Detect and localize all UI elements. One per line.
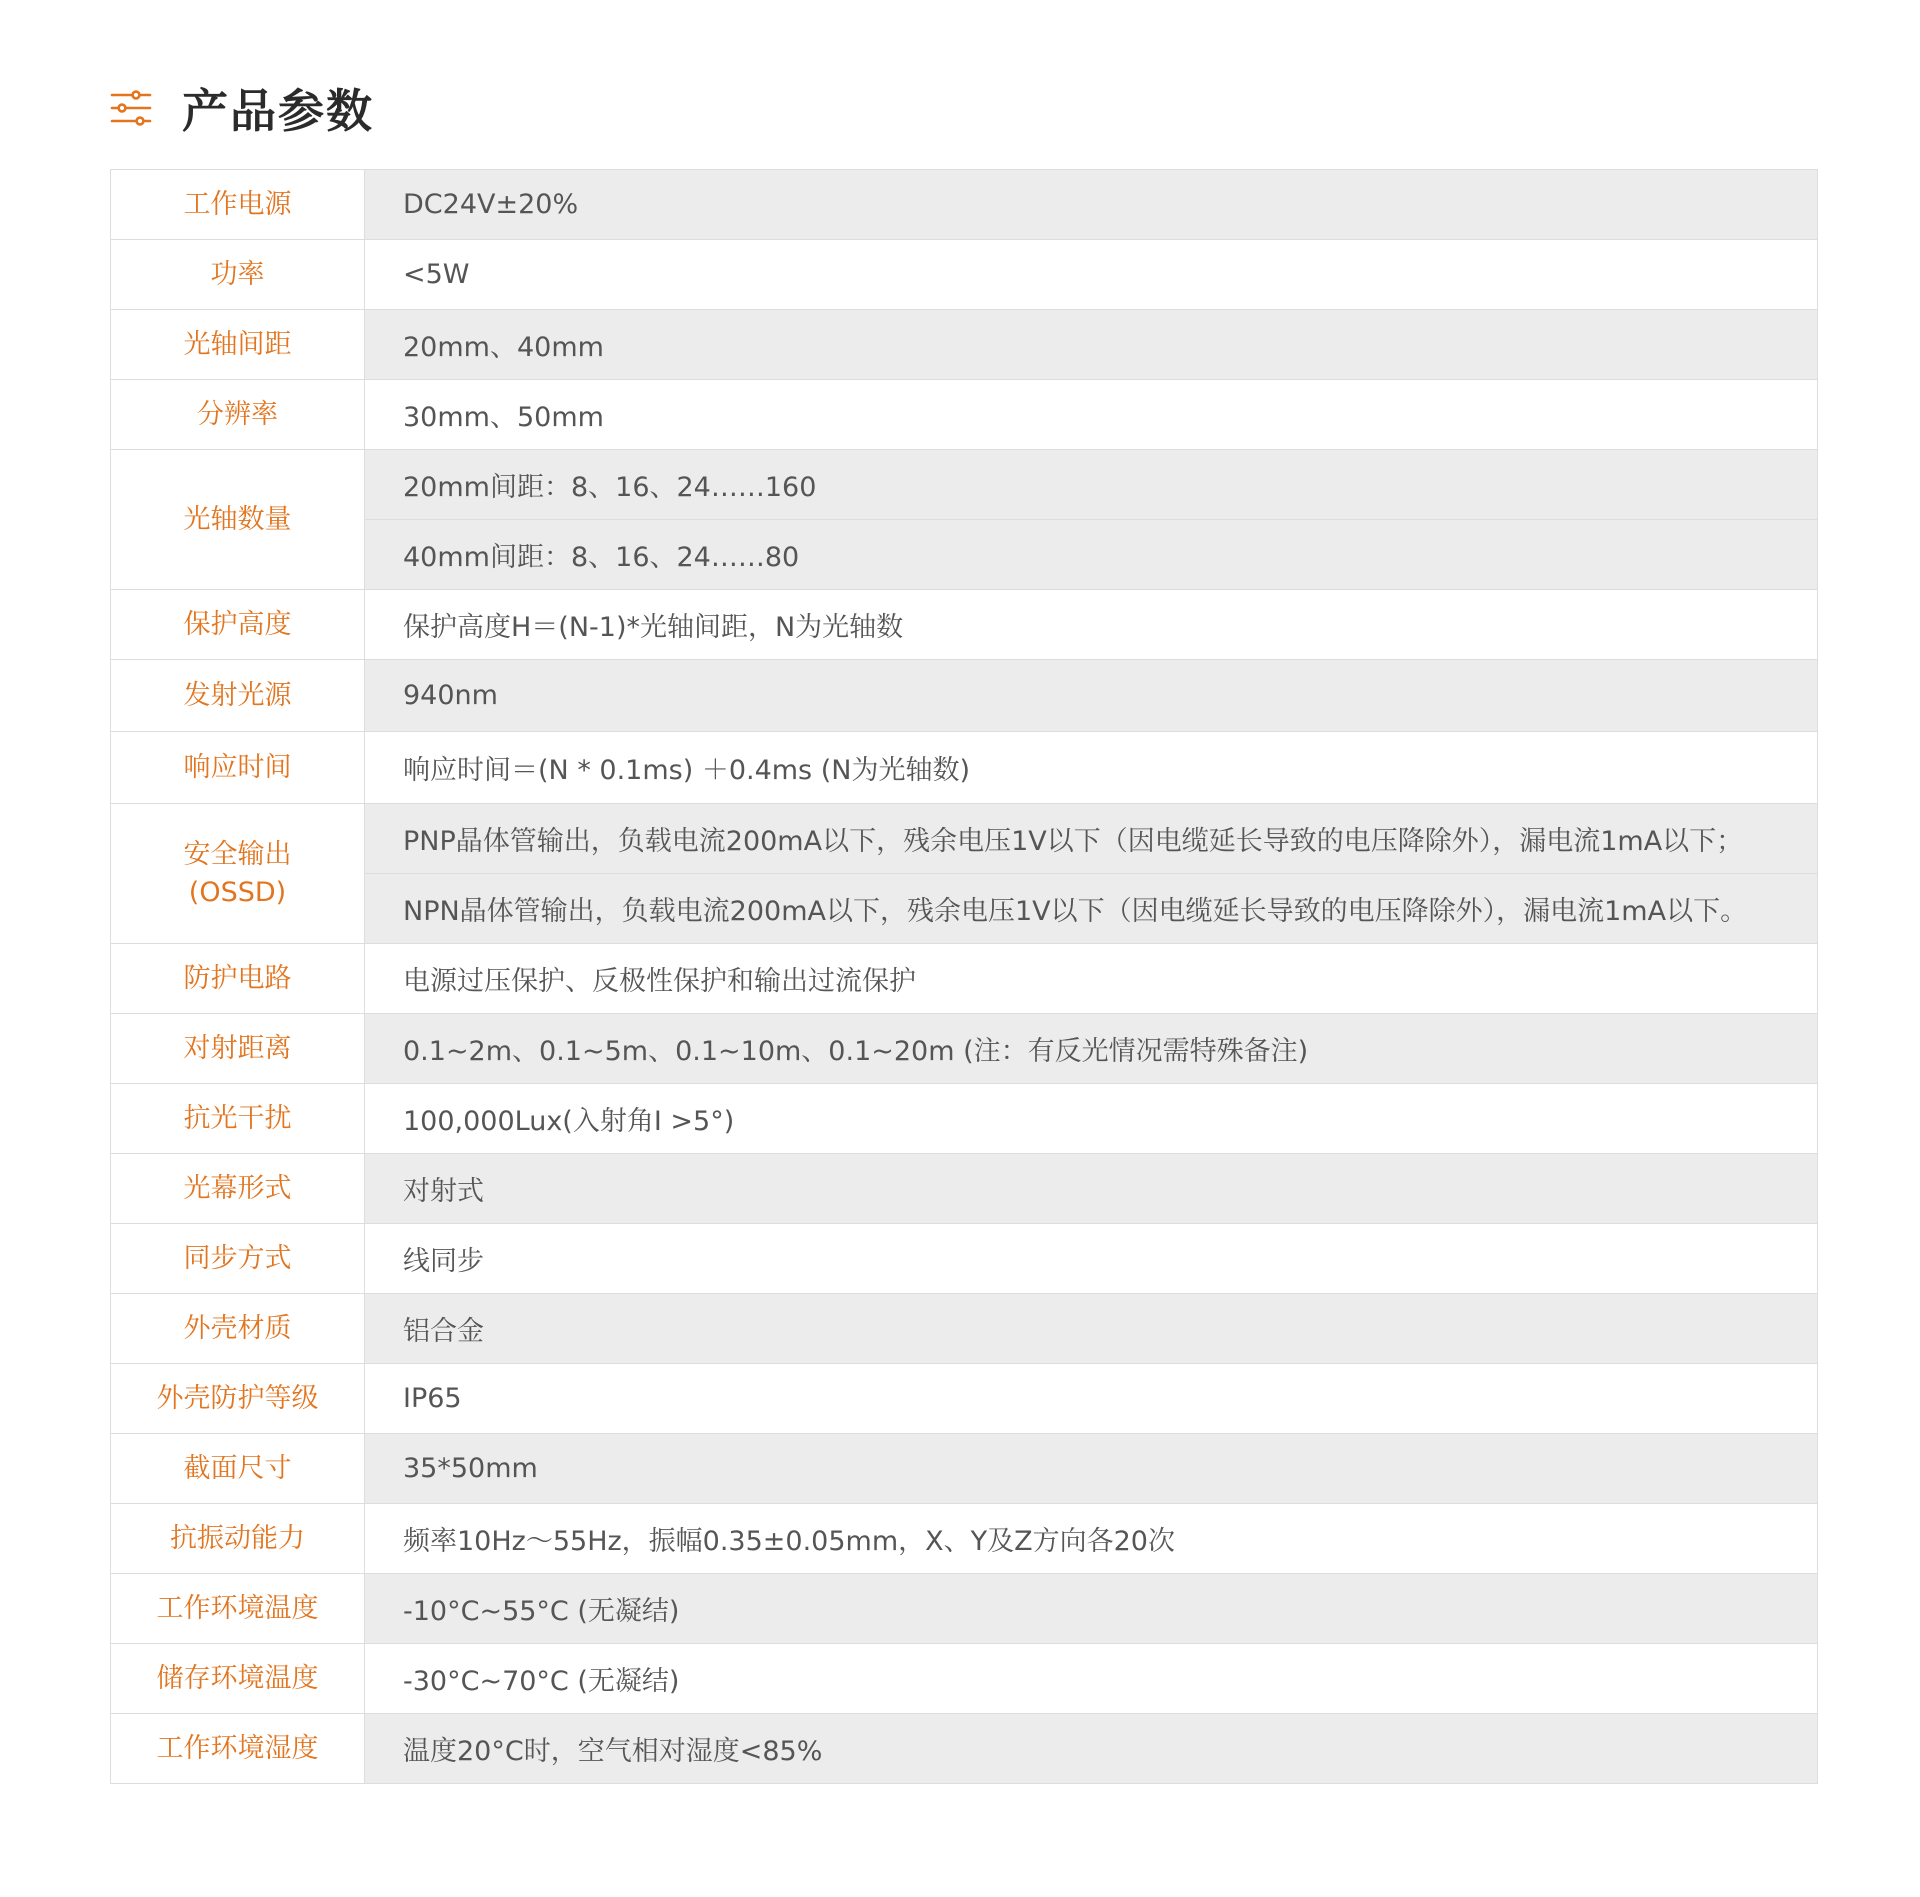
spec-label: 工作环境湿度: [111, 1714, 365, 1784]
spec-label: 抗光干扰: [111, 1084, 365, 1154]
spec-label: 光幕形式: [111, 1154, 365, 1224]
spec-row: [111, 1434, 1818, 1504]
spec-label-line: (OSSD): [188, 876, 287, 908]
spec-row: [111, 732, 1818, 804]
spec-label: 外壳防护等级: [111, 1364, 365, 1434]
spec-row: [111, 520, 1818, 590]
spec-label: 抗振动能力: [111, 1504, 365, 1574]
spec-value: 940nm: [365, 660, 1818, 732]
spec-value: 线同步: [365, 1224, 1818, 1294]
spec-row: [111, 310, 1818, 380]
spec-row: [111, 1364, 1818, 1434]
spec-value: PNP晶体管输出，负载电流200mA以下，残余电压1V以下（因电缆延长导致的电压降除外），漏电流1mA以下；: [365, 804, 1818, 874]
spec-table: [110, 169, 1818, 1784]
spec-value: 20mm间距：8、16、24……160: [365, 450, 1818, 520]
spec-label: 保护高度: [111, 590, 365, 660]
spec-label: 分辨率: [111, 380, 365, 450]
spec-row: [111, 804, 1818, 874]
spec-value: -10°C~55°C (无凝结): [365, 1574, 1818, 1644]
spec-row: [111, 1154, 1818, 1224]
spec-row: [111, 240, 1818, 310]
spec-value: 温度20°C时，空气相对湿度<85%: [365, 1714, 1818, 1784]
spec-value: 40mm间距：8、16、24……80: [365, 520, 1818, 590]
spec-label-line: 安全输出: [183, 838, 292, 870]
spec-label: 光轴数量: [111, 450, 365, 590]
spec-value: DC24V±20%: [365, 170, 1818, 240]
spec-value: IP65: [365, 1364, 1818, 1434]
spec-label: 工作电源: [111, 170, 365, 240]
spec-value: 100,000Lux(入射角I >5°): [365, 1084, 1818, 1154]
spec-value: 对射式: [365, 1154, 1818, 1224]
spec-label: 光轴间距: [111, 310, 365, 380]
spec-row: [111, 874, 1818, 944]
spec-row: [111, 590, 1818, 660]
spec-label: 截面尺寸: [111, 1434, 365, 1504]
spec-row: [111, 1574, 1818, 1644]
spec-row: [111, 1224, 1818, 1294]
spec-label: 响应时间: [111, 732, 365, 804]
spec-label: 外壳材质: [111, 1294, 365, 1364]
spec-row: [111, 380, 1818, 450]
spec-row: [111, 944, 1818, 1014]
spec-value: 响应时间＝(N * 0.1ms) ＋0.4ms (N为光轴数): [365, 732, 1818, 804]
spec-value: 35*50mm: [365, 1434, 1818, 1504]
spec-label: 对射距离: [111, 1014, 365, 1084]
spec-label: 同步方式: [111, 1224, 365, 1294]
spec-label: [111, 804, 365, 944]
spec-value: 0.1~2m、0.1~5m、0.1~10m、0.1~20m (注：有反光情况需特殊备注): [365, 1014, 1818, 1084]
spec-label: 发射光源: [111, 660, 365, 732]
spec-row: [111, 1084, 1818, 1154]
spec-value: 保护高度H＝(N-1)*光轴间距，N为光轴数: [365, 590, 1818, 660]
spec-row: [111, 1014, 1818, 1084]
spec-value: 频率10Hz～55Hz，振幅0.35±0.05mm，X、Y及Z方向各20次: [365, 1504, 1818, 1574]
spec-row: [111, 1714, 1818, 1784]
spec-label: 防护电路: [111, 944, 365, 1014]
spec-row: [111, 450, 1818, 520]
spec-value: -30°C~70°C (无凝结): [365, 1644, 1818, 1714]
spec-label: 功率: [111, 240, 365, 310]
spec-row: [111, 1504, 1818, 1574]
spec-value: NPN晶体管输出，负载电流200mA以下，残余电压1V以下（因电缆延长导致的电压降除外），漏电流1mA以下。: [365, 874, 1818, 944]
spec-label: 储存环境温度: [111, 1644, 365, 1714]
spec-label: 工作环境温度: [111, 1574, 365, 1644]
spec-value: <5W: [365, 240, 1818, 310]
spec-value: 20mm、40mm: [365, 310, 1818, 380]
spec-row: [111, 170, 1818, 240]
spec-value: 电源过压保护、反极性保护和输出过流保护: [365, 944, 1818, 1014]
section-header: [110, 78, 374, 138]
page-title: 产品参数: [182, 84, 374, 138]
spec-value: 30mm、50mm: [365, 380, 1818, 450]
spec-row: [111, 1294, 1818, 1364]
spec-row: [111, 1644, 1818, 1714]
spec-row: [111, 660, 1818, 732]
sliders-icon: [110, 90, 152, 126]
spec-value: 铝合金: [365, 1294, 1818, 1364]
